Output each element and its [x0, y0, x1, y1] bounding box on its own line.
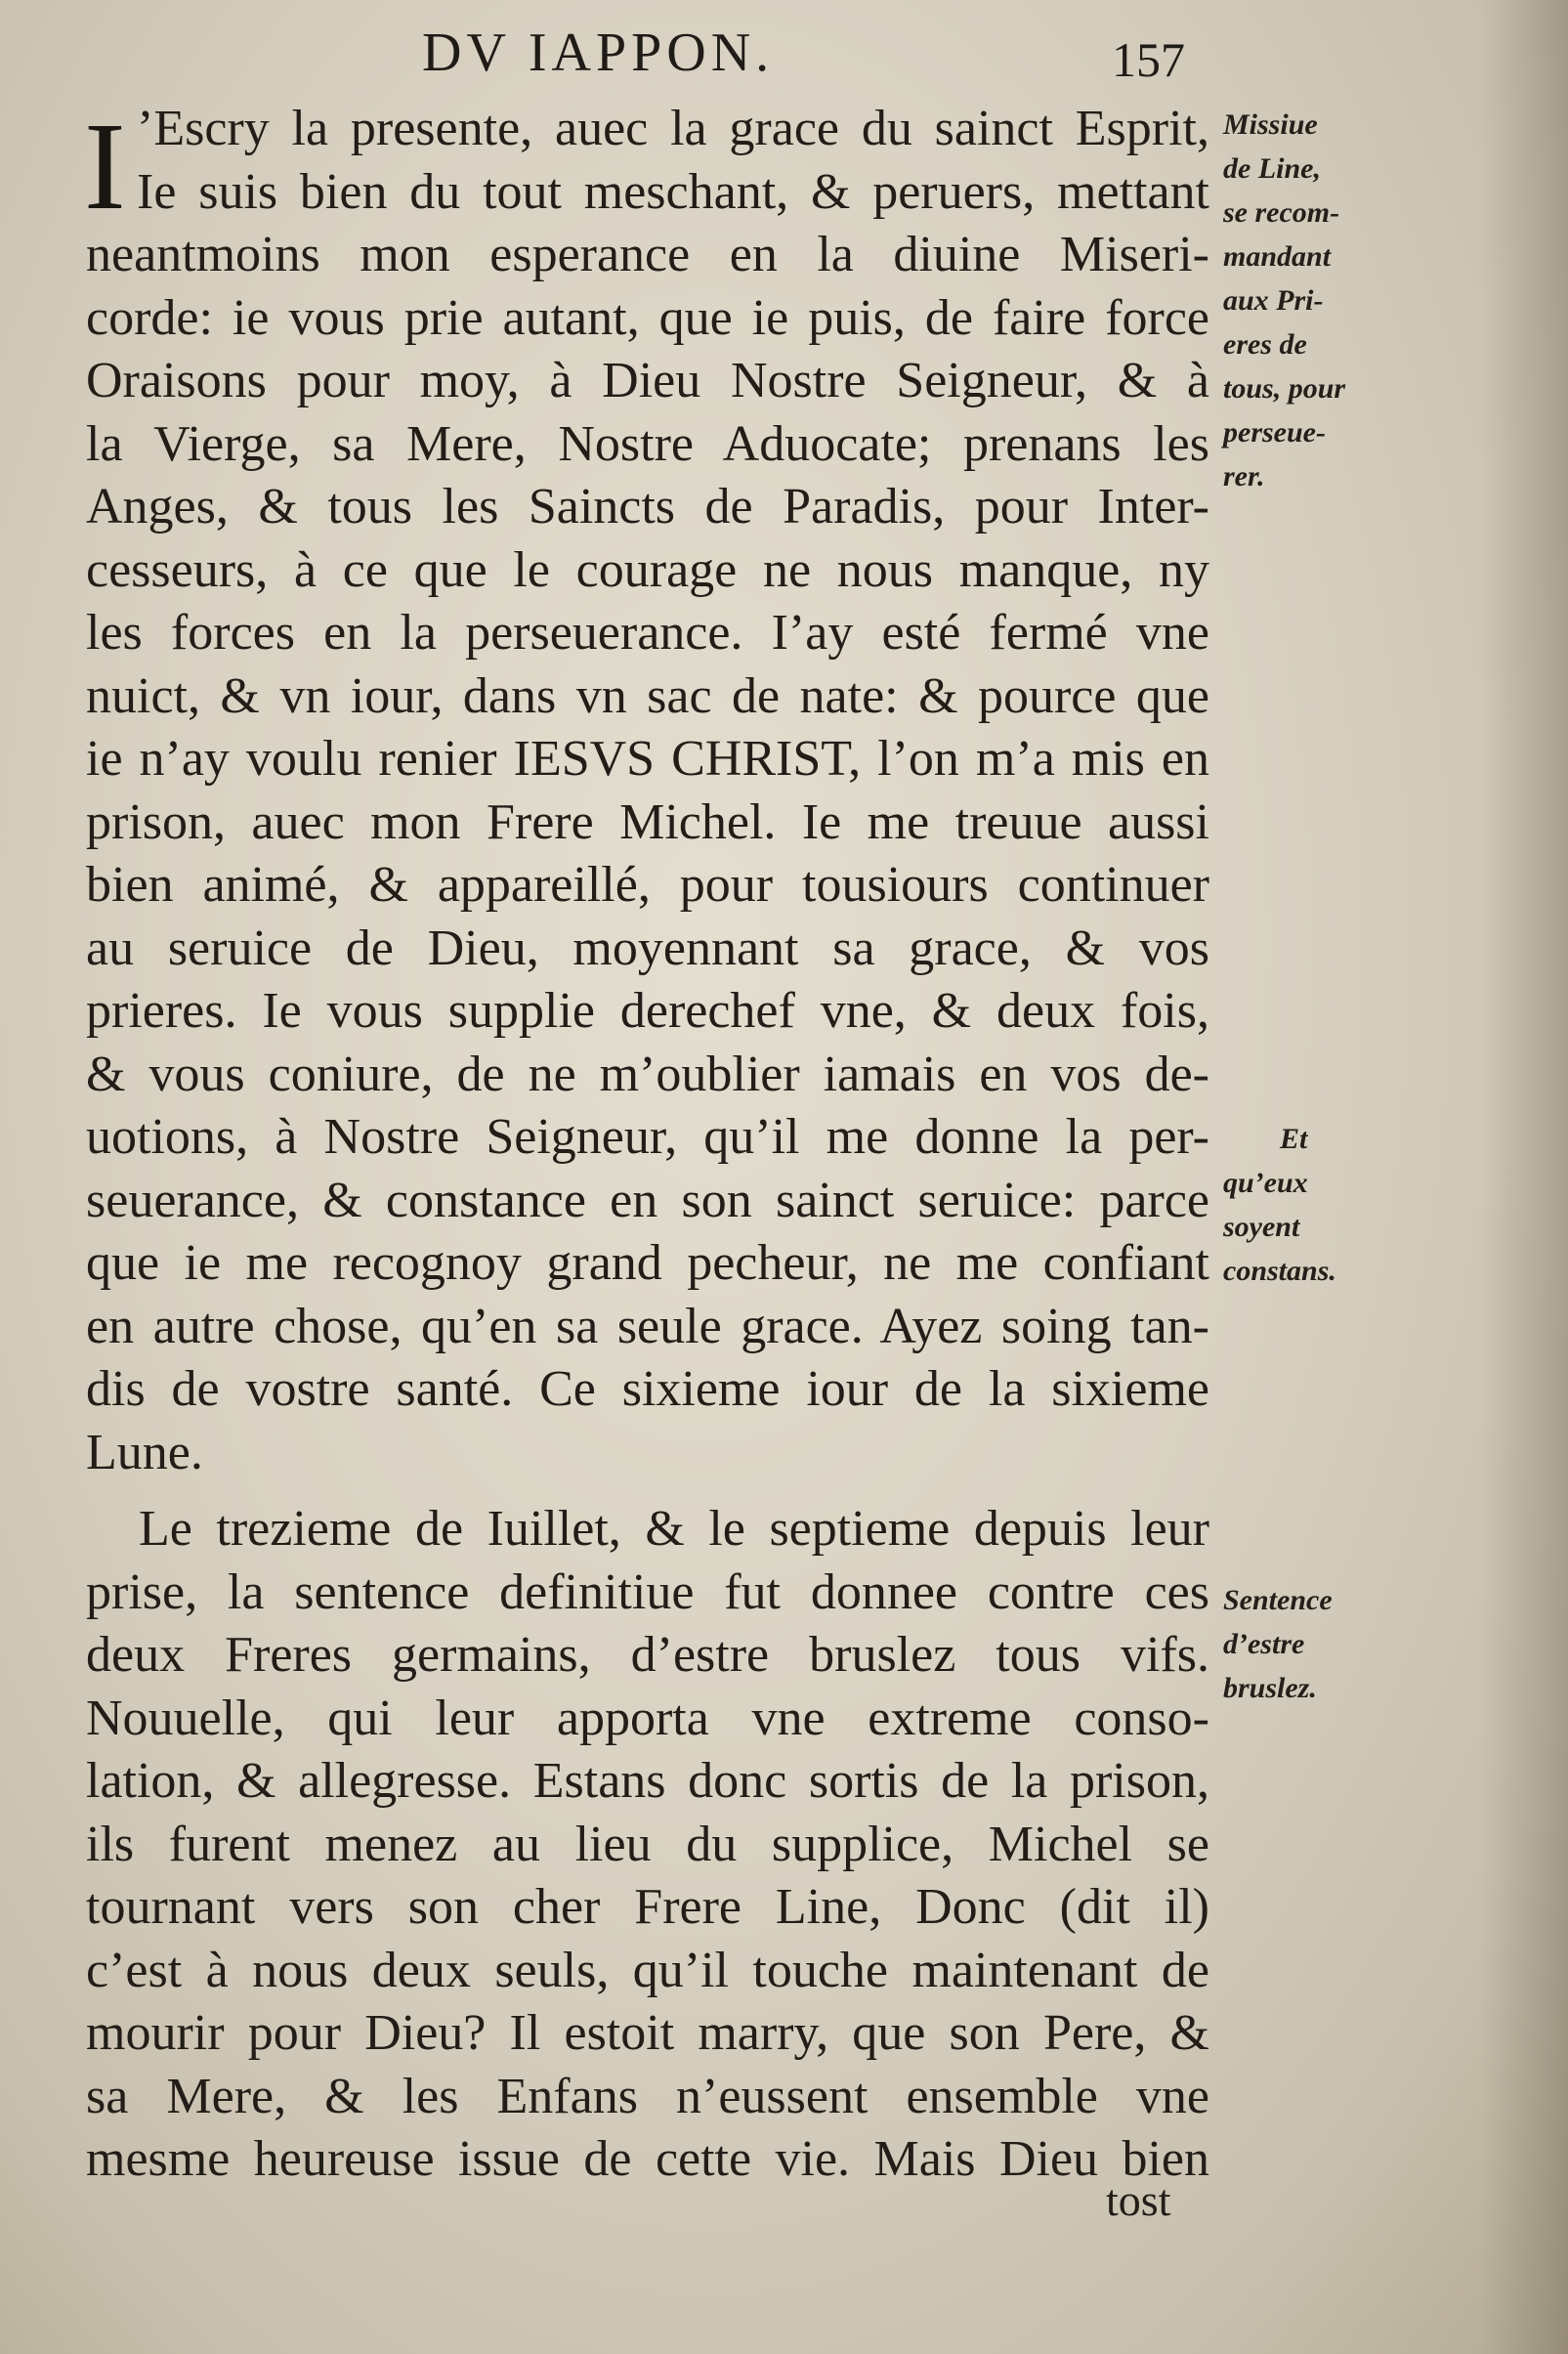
- main-text: [86, 98, 1209, 2192]
- note-line: de Line,: [1223, 152, 1321, 185]
- text-line: les forces en la perseuerance. I’ay esté fermé vne: [86, 605, 1209, 661]
- margin-note-missive: [1223, 103, 1345, 498]
- note-line: perseue-: [1223, 416, 1326, 449]
- paragraph-letter: [86, 98, 1209, 1484]
- text-line: prise, la sentence definitiue fut donnee contre ces: [86, 1563, 1209, 1620]
- text-line: Anges, & tous les Saincts de Paradis, pour Inter-: [86, 479, 1209, 535]
- note-line: d’estre: [1223, 1628, 1305, 1660]
- drop-cap: I: [84, 97, 126, 235]
- note-line: aux Pri-: [1223, 284, 1324, 317]
- text-line: Nouuelle, qui leur apporta vne extreme conso-: [86, 1690, 1209, 1746]
- text-line: seuerance, & constance en son sainct seruice: parce: [86, 1172, 1209, 1228]
- margin-note-constance: [1223, 1117, 1336, 1293]
- text-line: Ie suis bien du tout meschant, & peruers, mettant: [137, 163, 1209, 220]
- text-line: dis de vostre santé. Ce sixieme iour de la sixieme: [86, 1361, 1209, 1417]
- text-line: corde: ie vous prie autant, que ie puis, de faire force: [86, 289, 1209, 346]
- text-line: cesseurs, à ce que le courage ne nous manque, ny: [86, 541, 1209, 598]
- text-line: ie n’ay voulu renier IESVS CHRIST, l’on m’a mis en: [86, 731, 1209, 787]
- text-line: nuict, & vn iour, dans vn sac de nate: & pource que: [86, 667, 1209, 724]
- text-line: Oraisons pour moy, à Dieu Nostre Seigneur, & à: [86, 353, 1209, 408]
- text-line: Le trezieme de Iuillet, & le septieme depuis leur: [139, 1501, 1209, 1557]
- text-line: en autre chose, qu’en sa seule grace. Ayez soing tan-: [86, 1298, 1209, 1354]
- page-number: 157: [1112, 32, 1185, 87]
- page-header: [0, 21, 1568, 100]
- text-line: & vous coniure, de ne m’oublier iamais en vos de-: [86, 1046, 1209, 1102]
- note-line: Missiue: [1223, 108, 1318, 141]
- page-edge-shadow: [1480, 0, 1568, 2354]
- text-line: tournant vers son cher Frere Line, Donc (dit il): [86, 1879, 1209, 1935]
- catchword: tost: [1106, 2175, 1171, 2225]
- paragraph-gap: [86, 1484, 1209, 1498]
- text-line: ils furent menez au lieu du supplice, Michel se: [86, 1816, 1209, 1872]
- running-head: DV IAPPON.: [422, 22, 775, 83]
- text-line: uotions, à Nostre Seigneur, qu’il me donne la per-: [86, 1109, 1209, 1165]
- text-line: ’Escry la presente, auec la grace du sainct Esprit,: [137, 101, 1209, 156]
- note-line: eres de: [1223, 328, 1307, 361]
- text-line: c’est à nous deux seuls, qu’il touche maintenant de: [86, 1942, 1209, 1998]
- note-line: constans.: [1223, 1255, 1336, 1287]
- note-line: mandant: [1223, 240, 1332, 273]
- note-line: Sentence: [1223, 1584, 1333, 1616]
- note-line: rer.: [1223, 460, 1265, 492]
- paragraph-narrative: [86, 1498, 1209, 2192]
- note-line: qu’eux: [1223, 1167, 1308, 1199]
- note-line: Et: [1280, 1123, 1308, 1155]
- text-line: Lune.: [86, 1424, 203, 1480]
- text-line: bien animé, & appareillé, pour tousiours continuer: [86, 857, 1209, 913]
- text-line: mesme heureuse issue de cette vie. Mais Dieu bien: [86, 2131, 1209, 2187]
- margin-note-sentence: [1223, 1578, 1333, 1710]
- text-line: que ie me recognoy grand pecheur, ne me confiant: [86, 1235, 1209, 1291]
- text-line: neantmoins mon esperance en la diuine Miseri-: [86, 227, 1209, 282]
- text-line: prison, auec mon Frere Michel. Ie me treuue aussi: [86, 793, 1209, 850]
- note-line: se recom-: [1223, 196, 1340, 229]
- text-line: mourir pour Dieu? Il estoit marry, que son Pere, &: [86, 2005, 1209, 2061]
- note-line: bruslez.: [1223, 1672, 1317, 1704]
- note-line: tous, pour: [1223, 372, 1346, 405]
- text-line: au seruice de Dieu, moyennant sa grace, & vos: [86, 920, 1209, 976]
- text-line: la Vierge, sa Mere, Nostre Aduocate; prenans les: [86, 415, 1209, 472]
- note-line: soyent: [1223, 1211, 1300, 1243]
- text-line: deux Freres germains, d’estre bruslez tous vifs.: [86, 1627, 1209, 1683]
- text-line: sa Mere, & les Enfans n’eussent ensemble vne: [86, 2068, 1209, 2124]
- text-line: lation, & allegresse. Estans donc sortis de la prison,: [86, 1753, 1209, 1809]
- text-line: prieres. Ie vous supplie derechef vne, & deux fois,: [86, 983, 1209, 1039]
